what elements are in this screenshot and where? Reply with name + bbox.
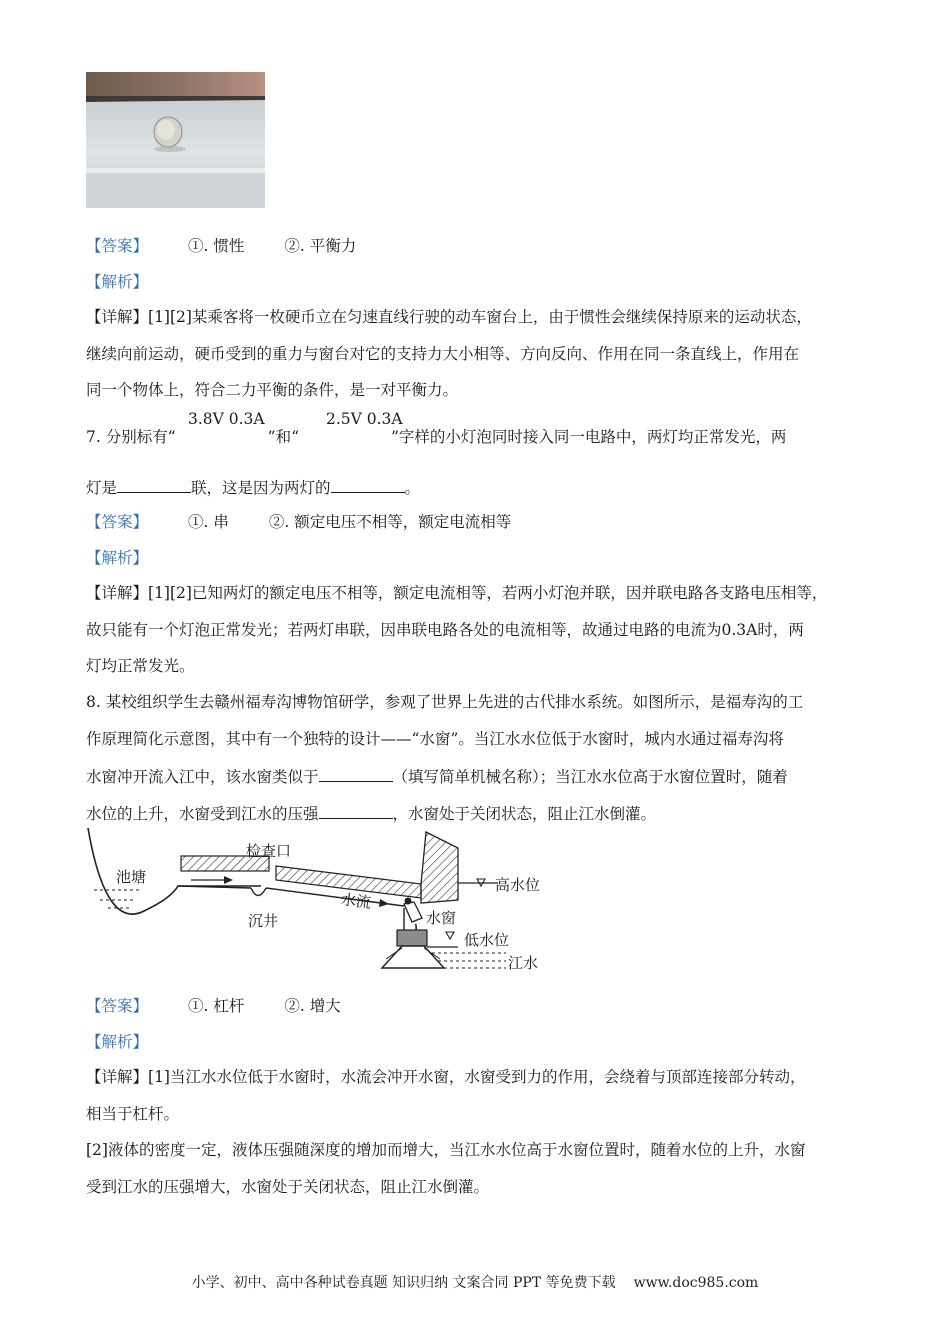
q8-detail-line3: [2]液体的密度一定，液体压强随深度的增加而增大，当江水水位高于水窗位置时，随着水位的上升，水窗 — [86, 1141, 806, 1159]
q8-detail-line1: 【详解】[1]当江水水位低于水窗时，水流会冲开水窗，水窗受到力的作用，会绕着与顶部连接部分转动， — [86, 1068, 806, 1086]
label-high-water: 高水位 — [495, 876, 541, 894]
q8-answer: 【答案】 ①. 杠杆 ②. 增大 — [86, 997, 341, 1015]
q6-analysis-tag: 【解析】 — [86, 273, 149, 291]
q7-question-line1: 7. 分别标有“ ”和“ ”字样的小灯泡同时接入同一电路中，两灯均正常发光，两 — [86, 428, 787, 446]
answer-1: ①. 惯性 — [188, 237, 245, 255]
q8-question-line1: 8. 某校组织学生去赣州福寿沟博物馆研学，参观了世界上先进的古代排水系统。如图所示，是福寿沟的工 — [86, 693, 804, 711]
coin-photo — [86, 72, 265, 208]
label-flow: 水流 — [339, 890, 372, 912]
q7-detail-line2: 故只能有一个灯泡正常发光；若两灯串联，因串联电路各处的电流相等，故通过电路的电流为0.3A时，两 — [86, 621, 804, 639]
formula-3-8v: 3.8V 0.3A — [188, 410, 265, 428]
footer-url[interactable]: www.doc985.com — [633, 1275, 759, 1291]
label-pond: 池塘 — [116, 868, 147, 886]
q6-detail-line3: 同一个物体上，符合二力平衡的条件，是一对平衡力。 — [86, 381, 459, 399]
drainage-diagram — [86, 828, 556, 980]
answer-2: ②. 平衡力 — [284, 237, 357, 255]
q7-question-line2: 灯是 联，这是因为两灯的 。 — [86, 479, 421, 497]
q8-detail-line4: 受到江水的压强增大，水窗处于关闭状态，阻止江水倒灌。 — [86, 1178, 490, 1196]
blank-4 — [319, 804, 393, 819]
q6-answer — [86, 236, 356, 256]
formula-2-5v: 2.5V 0.3A — [326, 410, 403, 428]
q8-question-line3: 水窗冲开流入江中，该水窗类似于 （填写简单机械名称）；当江水水位高于水窗位置时，随着 — [86, 768, 788, 786]
q7-answer: 【答案】 ①. 串 ②. 额定电压不相等，额定电流相等 — [86, 513, 512, 531]
answer-tag: 【答案】 — [86, 237, 149, 255]
label-river: 江水 — [508, 954, 539, 972]
q8-analysis-tag: 【解析】 — [86, 1033, 149, 1051]
q8-detail-line2: 相当于杠杆。 — [86, 1105, 180, 1123]
label-low-water: 低水位 — [464, 931, 510, 949]
label-well: 沉井 — [248, 912, 279, 930]
blank-1 — [117, 478, 191, 493]
label-inspection: 检查口 — [246, 842, 292, 860]
blank-3 — [319, 767, 393, 782]
q6-detail-line1: 【详解】[1][2]某乘客将一枚硬币立在匀速直线行驶的动车窗台上，由于惯性会继续保持原来的运动状态， — [86, 308, 812, 326]
page-footer — [0, 1272, 950, 1292]
q7-analysis-tag: 【解析】 — [86, 549, 149, 567]
detail-tag: 【详解】 — [86, 308, 149, 326]
q6-detail-line2: 继续向前运动，硬币受到的重力与窗台对它的支持力大小相等、方向反向、作用在同一条直线上，作用在 — [86, 345, 800, 363]
q8-question-line2: 作原理简化示意图，其中有一个独特的设计——“水窗”。当江水水位低于水窗时，城内水通过福寿沟将 — [86, 730, 784, 748]
blank-2 — [331, 478, 405, 493]
label-window: 水窗 — [426, 909, 457, 927]
footer-text: 小学、初中、高中各种试卷真题 知识归纳 文案合同 PPT 等免费下载 — [191, 1275, 616, 1291]
q7-detail-line1: 【详解】[1][2]已知两灯的额定电压不相等，额定电流相等，若两小灯泡并联，因并联电路各支路电压相等， — [86, 584, 828, 602]
q8-question-line4: 水位的上升，水窗受到江水的压强 ，水窗处于关闭状态，阻止江水倒灌。 — [86, 805, 657, 823]
q7-detail-line3: 灯均正常发光。 — [86, 657, 195, 675]
